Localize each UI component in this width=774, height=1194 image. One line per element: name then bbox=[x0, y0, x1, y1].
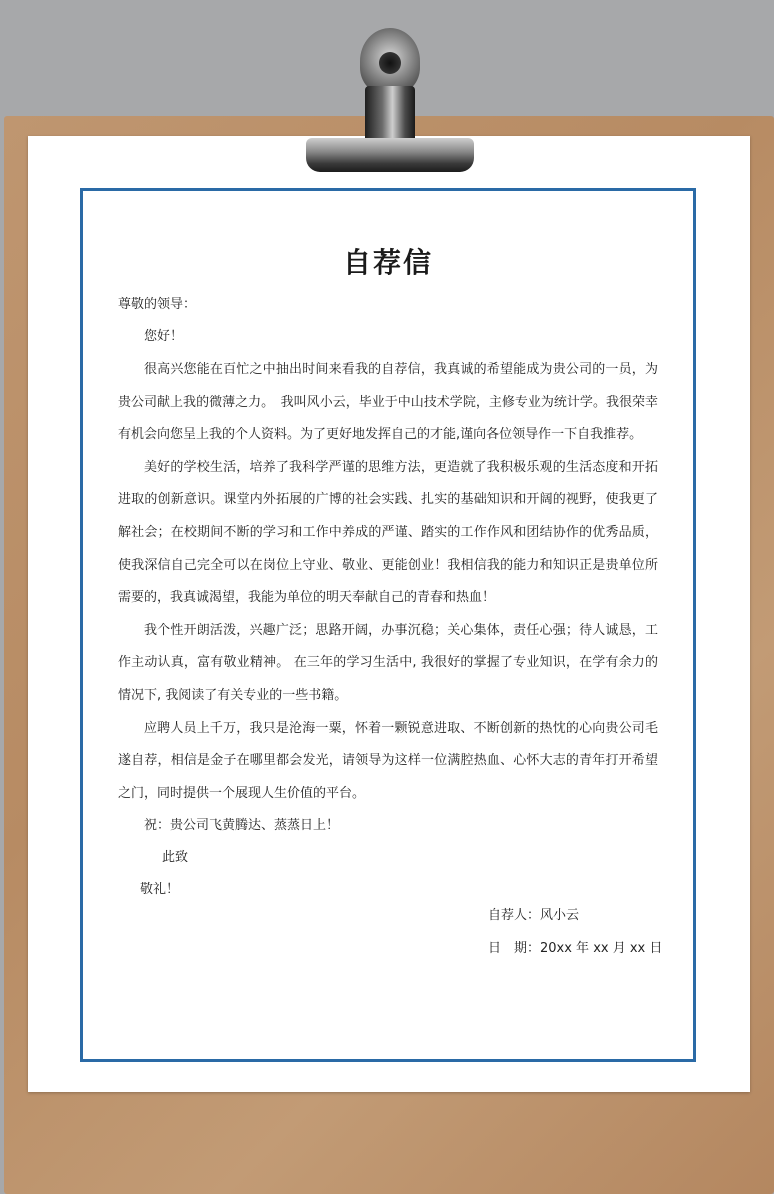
letter-paragraph: 很高兴您能在百忙之中抽出时间来看我的自荐信，我真诚的希望能成为贵公司的一员，为贵公司献上我的微薄之力。 我叫风小云，毕业于中山技术学院，主修专业为统计学。我很荣幸有机会向您呈上我的个人资料。为了更好地发挥自己的才能,谨向各位领导作一下自我推荐。 bbox=[118, 362, 658, 443]
letter-cizhi: 此致 bbox=[162, 850, 189, 866]
letter-paragraph: 美好的学校生活，培养了我科学严谨的思维方法，更造就了我积极乐观的生活态度和开拓进取的创新意识。课堂内外拓展的广博的社会实践、扎实的基础知识和开阔的视野，使我更了解社会；在校期间不断的学习和工作中养成的严谨、踏实的工作作风和团结协作的优秀品质，使我深信自己完全可以在岗位上守业、敬业、更能创业！我相信我的能力和知识正是贵单位所需要的，我真诚渴望，我能为单位的明天奉献自己的青春和热血！ bbox=[118, 459, 658, 606]
clip-hole bbox=[379, 52, 401, 74]
letter-body bbox=[118, 240, 658, 906]
letter-wish: 祝：贵公司飞黄腾达、蒸蒸日上！ bbox=[144, 818, 340, 834]
letter-jingli: 敬礼！ bbox=[140, 882, 180, 898]
letter-salutation: 尊敬的领导： bbox=[118, 297, 197, 312]
letter-paragraph: 应聘人员上千万，我只是沧海一粟，怀着一颗锐意进取、不断创新的热忱的心向贵公司毛遂自荐，相信是金子在哪里都会发光，请领导为这样一位满腔热血、心怀大志的青年打开希望之门，同时提供一个展现人生价值的平台。 bbox=[118, 720, 658, 801]
letter-paragraph: 我个性开朗活泼，兴趣广泛；思路开阔，办事沉稳；关心集体，责任心强；待人诚恳，工作主动认真，富有敬业精神。 在三年的学习生活中, 我很好的掌握了专业知识，在学有余力的情况下, 我阅读了有关专业的一些书籍。 bbox=[118, 622, 658, 703]
letter-date: 日 期：20xx 年 xx 月 xx 日 bbox=[488, 941, 663, 956]
letter-title: 自荐信 bbox=[342, 246, 433, 279]
letter-signature: 自荐人：风小云 bbox=[488, 908, 580, 923]
letter-greeting: 您好！ bbox=[144, 329, 184, 344]
clip-neck bbox=[365, 86, 415, 142]
clip-base bbox=[306, 138, 474, 172]
